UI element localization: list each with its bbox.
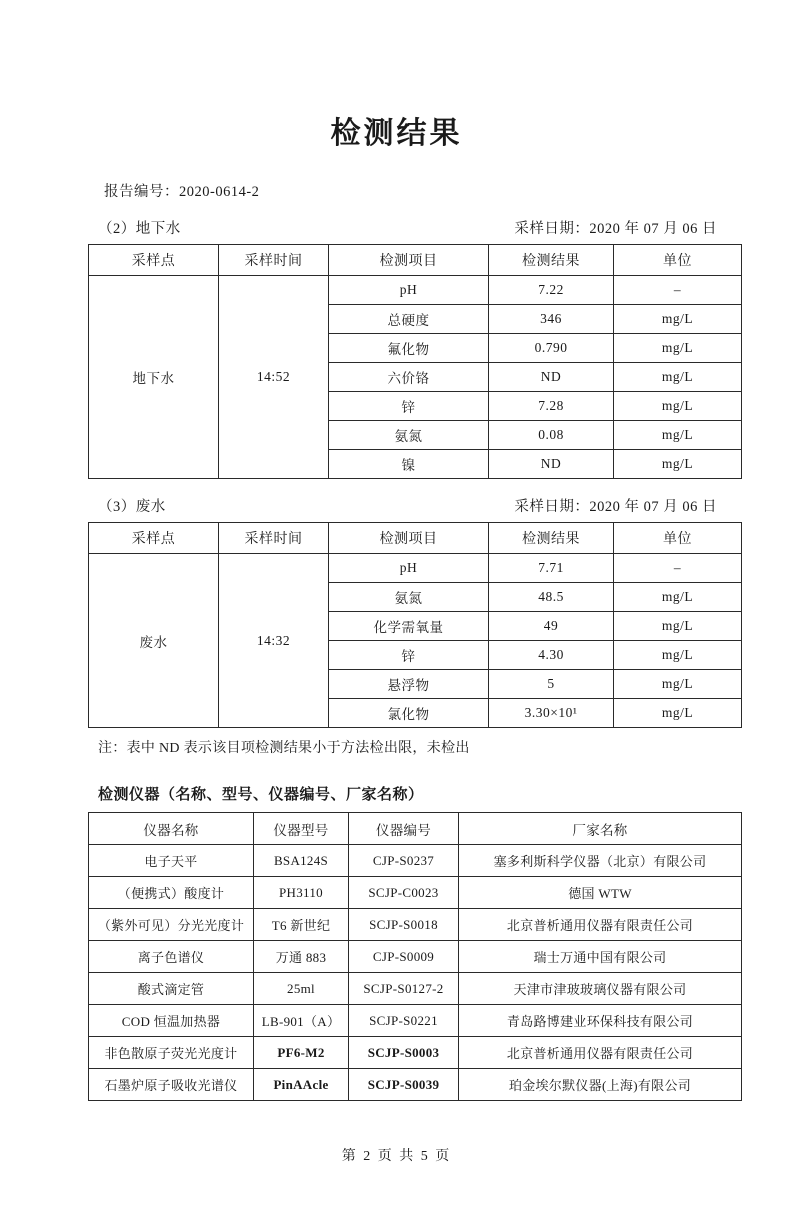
instrument-name: 电子天平	[89, 845, 254, 877]
col-header-result: 检测结果	[489, 245, 614, 276]
item-result: 3.30×10¹	[489, 699, 614, 728]
table-row	[89, 973, 742, 1005]
col-header-instrument-serial: 仪器编号	[349, 813, 459, 845]
instrument-name: 石墨炉原子吸收光谱仪	[89, 1069, 254, 1101]
item-unit: mg/L	[614, 670, 742, 699]
item-result: ND	[489, 363, 614, 392]
table-row	[89, 1069, 742, 1101]
col-header-sample-time: 采样时间	[219, 523, 329, 554]
page-footer: 第 2 页 共 5 页	[341, 1149, 452, 1164]
instrument-model: 万通 883	[254, 941, 349, 973]
instrument-maker: 北京普析通用仪器有限责任公司	[459, 909, 742, 941]
section-date-groundwater: 采样日期：2020 年 07 月 06 日	[514, 221, 717, 237]
table-row	[89, 1005, 742, 1037]
instrument-maker: 天津市津玻玻璃仪器有限公司	[459, 973, 742, 1005]
col-header-sample-time: 采样时间	[219, 245, 329, 276]
instrument-maker: 青岛路博建业环保科技有限公司	[459, 1005, 742, 1037]
item-result: 7.71	[489, 554, 614, 583]
item-unit: mg/L	[614, 363, 742, 392]
item-result: ND	[489, 450, 614, 479]
page-title: 检测结果	[330, 117, 463, 150]
instrument-name: （便携式）酸度计	[89, 877, 254, 909]
instrument-name: 离子色谱仪	[89, 941, 254, 973]
item-result: 0.790	[489, 334, 614, 363]
instrument-serial: SCJP-C0023	[349, 877, 459, 909]
item-unit: mg/L	[614, 699, 742, 728]
instrument-serial: SCJP-S0003	[349, 1037, 459, 1069]
table-row	[89, 941, 742, 973]
instrument-model: PinAAcle	[254, 1069, 349, 1101]
instrument-model: 25ml	[254, 973, 349, 1005]
instrument-name: 酸式滴定管	[89, 973, 254, 1005]
item-unit: mg/L	[614, 334, 742, 363]
item-name: 氯化物	[329, 699, 489, 728]
item-result: 7.22	[489, 276, 614, 305]
table-row	[89, 276, 742, 305]
item-result: 0.08	[489, 421, 614, 450]
col-header-item: 检测项目	[329, 245, 489, 276]
item-name: 六价铬	[329, 363, 489, 392]
item-name: 氨氮	[329, 583, 489, 612]
item-result: 48.5	[489, 583, 614, 612]
item-result: 7.28	[489, 392, 614, 421]
instrument-serial: SCJP-S0127-2	[349, 973, 459, 1005]
instrument-model: T6 新世纪	[254, 909, 349, 941]
section-label-groundwater: （2）地下水	[98, 221, 181, 237]
sample-point-groundwater: 地下水	[89, 276, 219, 479]
sample-point-wastewater: 废水	[89, 554, 219, 728]
instrument-maker: 塞多利斯科学仪器（北京）有限公司	[459, 845, 742, 877]
col-header-sample-point: 采样点	[89, 523, 219, 554]
instrument-serial: SCJP-S0018	[349, 909, 459, 941]
section-header-groundwater	[62, 217, 731, 238]
item-unit: mg/L	[614, 421, 742, 450]
item-name: 化学需氧量	[329, 612, 489, 641]
col-header-sample-point: 采样点	[89, 245, 219, 276]
col-header-unit: 单位	[614, 245, 742, 276]
item-result: 5	[489, 670, 614, 699]
item-unit: mg/L	[614, 450, 742, 479]
sample-time-wastewater: 14:32	[219, 554, 329, 728]
item-name: 悬浮物	[329, 670, 489, 699]
item-unit: –	[614, 554, 742, 583]
instrument-model: LB-901（A）	[254, 1005, 349, 1037]
item-name: 氟化物	[329, 334, 489, 363]
instrument-name: （紫外可见）分光光度计	[89, 909, 254, 941]
table-header-row	[89, 813, 742, 845]
instrument-serial: SCJP-S0221	[349, 1005, 459, 1037]
document-page	[0, 108, 793, 1229]
item-unit: mg/L	[614, 641, 742, 670]
item-unit: mg/L	[614, 612, 742, 641]
table-row	[89, 877, 742, 909]
instrument-maker: 德国 WTW	[459, 877, 742, 909]
instrument-serial: CJP-S0237	[349, 845, 459, 877]
table-header-row	[89, 245, 742, 276]
instrument-serial: CJP-S0009	[349, 941, 459, 973]
wastewater-table	[88, 522, 742, 728]
item-name: pH	[329, 276, 489, 305]
item-result: 49	[489, 612, 614, 641]
item-unit: mg/L	[614, 305, 742, 334]
groundwater-table	[88, 244, 742, 479]
instrument-model: PF6-M2	[254, 1037, 349, 1069]
item-unit: –	[614, 276, 742, 305]
item-unit: mg/L	[614, 392, 742, 421]
table-header-row	[89, 523, 742, 554]
item-name: 镍	[329, 450, 489, 479]
instruments-table	[88, 812, 742, 1101]
section-label-wastewater: （3）废水	[98, 499, 166, 515]
col-header-result: 检测结果	[489, 523, 614, 554]
col-header-instrument-maker: 厂家名称	[459, 813, 742, 845]
table-row	[89, 554, 742, 583]
instrument-model: BSA124S	[254, 845, 349, 877]
table-row	[89, 845, 742, 877]
table-row	[89, 1037, 742, 1069]
item-name: 氨氮	[329, 421, 489, 450]
instrument-name: COD 恒温加热器	[89, 1005, 254, 1037]
instrument-name: 非色散原子荧光光度计	[89, 1037, 254, 1069]
item-unit: mg/L	[614, 583, 742, 612]
section-date-wastewater: 采样日期：2020 年 07 月 06 日	[514, 499, 717, 515]
instruments-title: 检测仪器（名称、型号、仪器编号、厂家名称）	[98, 787, 424, 803]
col-header-instrument-name: 仪器名称	[89, 813, 254, 845]
instrument-model: PH3110	[254, 877, 349, 909]
item-name: 总硬度	[329, 305, 489, 334]
item-name: 锌	[329, 392, 489, 421]
col-header-instrument-model: 仪器型号	[254, 813, 349, 845]
instrument-maker: 北京普析通用仪器有限责任公司	[459, 1037, 742, 1069]
item-name: 锌	[329, 641, 489, 670]
col-header-item: 检测项目	[329, 523, 489, 554]
section-header-wastewater	[62, 495, 731, 516]
sample-time-groundwater: 14:52	[219, 276, 329, 479]
report-number: 报告编号：2020-0614-2	[104, 184, 260, 200]
item-name: pH	[329, 554, 489, 583]
item-result: 346	[489, 305, 614, 334]
item-result: 4.30	[489, 641, 614, 670]
instrument-serial: SCJP-S0039	[349, 1069, 459, 1101]
instrument-maker: 瑞士万通中国有限公司	[459, 941, 742, 973]
table-row	[89, 909, 742, 941]
instrument-maker: 珀金埃尔默仪器(上海)有限公司	[459, 1069, 742, 1101]
table-note: 注：表中 ND 表示该目项检测结果小于方法检出限，未检出	[98, 741, 470, 756]
col-header-unit: 单位	[614, 523, 742, 554]
